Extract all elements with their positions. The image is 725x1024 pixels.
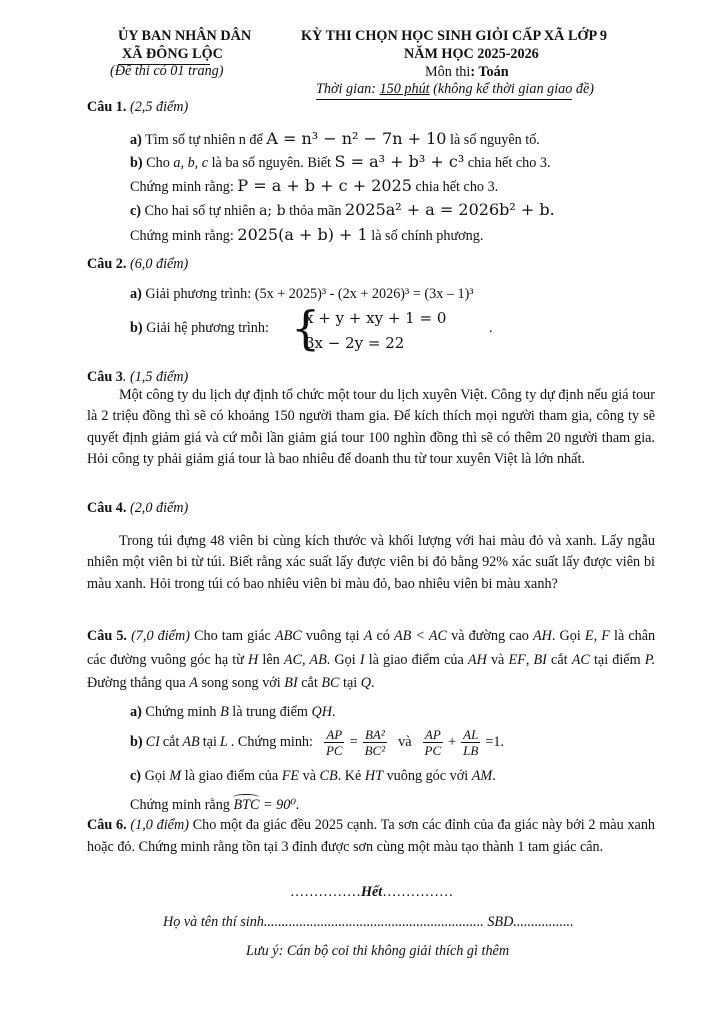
q1b-text2: là ba số nguyên. Biết xyxy=(211,155,331,171)
q5-q: Q xyxy=(360,675,372,691)
q5a-b: B xyxy=(220,704,229,720)
q2-title: Câu 2. xyxy=(87,256,127,272)
q3-points: . (1,5 điểm) xyxy=(122,369,189,385)
q5b-ci: CI xyxy=(145,734,160,750)
q1c-formula: 2025a² + a = 2026b² + b. xyxy=(345,200,555,219)
q2a-label: a) xyxy=(130,286,142,302)
q5a-label: a) xyxy=(130,704,142,720)
q1b-text3: chia hết cho 3. xyxy=(467,155,551,171)
frac1-den: PC xyxy=(325,743,343,758)
q1b2-text2: chia hết cho 3. xyxy=(415,179,499,195)
q5-acab: AC, AB xyxy=(283,651,327,668)
q5-intro xyxy=(87,625,655,696)
q5-line2-4: là giao điểm của xyxy=(368,651,464,668)
q2b-text: Giải hệ phương trình: xyxy=(146,320,269,336)
q5c2 xyxy=(130,797,300,814)
q5-intro-1: Cho tam giác xyxy=(194,628,271,644)
q1-title: Câu 1. xyxy=(87,99,127,115)
q1c xyxy=(130,200,555,220)
q5-line2-3: . Gọi xyxy=(326,651,356,668)
q2b-eq2: 3x − 2y = 22 xyxy=(305,334,405,352)
q5-line2-5: và xyxy=(490,651,505,668)
commune-name: XÃ ĐÔNG LỘC xyxy=(122,46,223,62)
exam-title: KỲ THI CHỌN HỌC SINH GIỎI CẤP XÃ LỚP 9 xyxy=(301,28,607,44)
q5c-label: c) xyxy=(130,768,142,784)
q5c2-text: Chứng minh rằng xyxy=(130,797,230,813)
q5c-text2: là giao điểm của xyxy=(184,768,279,784)
candidate-line: Họ và tên thí sinh.............................................................. SBD................. xyxy=(163,914,574,930)
q5c-end: . xyxy=(492,768,496,784)
end-dots-left: …………… xyxy=(290,884,361,900)
q5a-end: . xyxy=(332,704,336,720)
fraction-ap-pc xyxy=(324,727,345,758)
q1-points: (2,5 điểm) xyxy=(129,99,189,115)
q2b-label: b) xyxy=(130,320,143,336)
q1b2-text1: Chứng minh rằng: xyxy=(130,179,234,195)
q5-line3-1: , xyxy=(525,651,530,668)
q5-h: H xyxy=(248,651,259,668)
q1c-vars: a; b xyxy=(259,203,286,219)
q1a-formula: A = n³ − n² − 7n + 10 xyxy=(266,129,447,148)
q5c-ht: HT xyxy=(364,768,384,784)
q5-bc: BC xyxy=(321,675,340,691)
q5b-and: và xyxy=(398,734,412,750)
q5-a2: A xyxy=(189,675,198,691)
frac4-den: LB xyxy=(463,743,479,758)
q5-ef: E, F xyxy=(584,628,610,644)
q2b xyxy=(130,320,269,337)
q5-ineq: AB < AC xyxy=(394,628,447,644)
q1c-text2: thỏa mãn xyxy=(289,203,342,219)
frac2-den: BC² xyxy=(364,743,386,758)
time-suffix: (không kể thời gian giao đề) xyxy=(429,81,594,97)
q5b-text2: tại xyxy=(202,734,217,750)
q5-line2-2: lên xyxy=(262,651,280,668)
q5b-plus: + xyxy=(448,734,457,750)
q3-title: Câu 3 xyxy=(87,369,123,385)
q1b xyxy=(130,152,551,172)
q4-title: Câu 4. xyxy=(87,500,127,516)
time-prefix: Thời gian: xyxy=(316,81,380,97)
q5c-cb: CB xyxy=(319,768,338,784)
q1b-label: b) xyxy=(130,155,143,171)
q5b xyxy=(130,727,504,758)
q2b-end: . xyxy=(489,320,493,336)
q5a-qh: QH xyxy=(311,704,332,720)
q1b-text1: Cho xyxy=(146,155,170,171)
end-word: Hết xyxy=(360,884,383,900)
page-count-note: (Đề thi có 01 trang) xyxy=(110,63,224,79)
authority-name: ỦY BAN NHÂN DÂN xyxy=(118,28,252,44)
q1c-label: c) xyxy=(130,203,142,219)
q6-points: (1,0 điểm) xyxy=(130,817,189,833)
q1b2 xyxy=(130,176,498,196)
subject-value: : Toán xyxy=(470,64,509,80)
fraction-ap-pc-2 xyxy=(423,727,444,758)
q5-ah: AH xyxy=(532,628,552,644)
proctor-note: Lưu ý: Cán bộ coi thi không giải thích gì thêm xyxy=(246,943,510,959)
q1c-text1: Cho hai số tự nhiên xyxy=(144,203,256,219)
q5-bi2: BI xyxy=(284,675,298,691)
q2b-eq1: x + y + xy + 1 = 0 xyxy=(305,309,447,327)
q5-abc: ABC xyxy=(274,628,302,644)
q5c-text3: và xyxy=(302,768,316,784)
q1-heading xyxy=(87,99,188,116)
q5c-text1: Gọi xyxy=(144,768,166,784)
frac4-num: AL xyxy=(463,727,479,742)
q1c2 xyxy=(130,225,483,245)
header-underline-right xyxy=(316,99,572,100)
q5c2-value: = 90⁰. xyxy=(263,797,300,813)
q5a xyxy=(130,704,336,721)
q5c-m: M xyxy=(169,768,182,784)
q5a-text2: là trung điểm xyxy=(232,704,308,720)
q5-points: (7,0 điểm) xyxy=(131,628,190,644)
q1b2-formula: P = a + b + c + 2025 xyxy=(237,176,412,195)
q5b-l: L xyxy=(219,734,228,750)
q5-line3-7: tại xyxy=(343,675,358,691)
angle-btc: BTC xyxy=(233,797,260,813)
q5-a: A xyxy=(363,628,373,644)
q1c2-text2: là số chính phương. xyxy=(371,228,484,244)
fraction-ba2-bc2 xyxy=(363,727,388,758)
q1a-text1: Tìm số tự nhiên n để xyxy=(145,132,263,148)
q5-line3-8: . xyxy=(371,675,375,691)
q5-line2-1: là chân các đường vuông góc hạ từ xyxy=(87,628,656,668)
q6-title: Câu 6. xyxy=(87,817,127,833)
q1c2-formula: 2025(a + b) + 1 xyxy=(237,225,368,244)
q5-ac: AC xyxy=(571,651,590,668)
q5b-tail: =1. xyxy=(485,734,504,750)
q5c-text4: . Kẻ xyxy=(337,768,362,784)
q5c-am: AM xyxy=(471,768,493,784)
q2a-text: Giải phương trình: (5x + 2025)³ - (2x + 2026)³ = (3x – 1)³ xyxy=(145,286,474,302)
q3-text: Một công ty du lịch dự định tổ chức một tour du lịch xuyên Việt. Công ty dự định nếu giá tour là 2 triệu đồng thì sẽ có khoảng 150 người tham gia. Để kích thích mọi người tham gia, công ty sẽ quyết định giảm giá và cứ mỗi lần giảm giá tour 100 nghìn đồng thì sẽ có thêm 20 người tham gia. Hỏi công ty phải giảm giá tour là bao nhiêu để doanh thu từ tour xuyên Việt là lớn nhất. xyxy=(87,387,655,468)
subject-line xyxy=(425,64,509,81)
q1b-vars: a, b, c xyxy=(173,155,209,171)
q1a xyxy=(130,129,540,149)
q5-intro-2: vuông tại xyxy=(305,628,360,644)
q5-line3-6: cắt xyxy=(301,675,318,691)
q5-ah2: AH xyxy=(467,651,487,668)
q3-body xyxy=(87,385,655,471)
q5b-text3: . Chứng minh: xyxy=(230,734,313,750)
time-line xyxy=(316,81,594,98)
q6-text: Cho một đa giác đều 2025 cạnh. Ta sơn các đỉnh của đa giác này bởi 2 màu xanh hoặc đỏ. Chứng minh rằng tồn tại 3 đỉnh được sơn cùng một màu tạo thành 1 tam giác cân. xyxy=(87,817,656,855)
q5b-eq: = xyxy=(349,734,358,750)
q4-heading xyxy=(87,500,188,517)
q5-p: P. xyxy=(644,651,656,668)
frac1-num: AP xyxy=(326,727,343,742)
fraction-al-lb xyxy=(461,727,480,758)
q3-heading xyxy=(87,369,188,386)
q1b-formula: S = a³ + b³ + c³ xyxy=(334,152,465,171)
time-value: 150 phút xyxy=(379,81,430,97)
frac3-num: AP xyxy=(424,727,441,742)
q5-bi: BI xyxy=(533,651,547,668)
q6-body xyxy=(87,815,655,858)
q2-heading xyxy=(87,256,188,273)
q5-intro-4: và đường cao xyxy=(451,628,529,644)
q5-title: Câu 5. xyxy=(87,628,127,644)
end-marker xyxy=(290,884,453,901)
subject-label: Môn thi xyxy=(425,64,471,80)
frac2-num: BA² xyxy=(364,727,385,742)
q5a-text1: Chứng minh xyxy=(145,704,217,720)
q4-points: (2,0 điểm) xyxy=(129,500,189,516)
q5-i: I xyxy=(359,651,365,668)
q5c xyxy=(130,768,496,785)
q1c2-text1: Chứng minh rằng: xyxy=(130,228,234,244)
q1a-text2: là số nguyên tố. xyxy=(450,132,540,148)
q5-intro-5: . Gọi xyxy=(551,628,581,644)
q5-intro-3: có xyxy=(376,628,390,644)
school-year: NĂM HỌC 2025-2026 xyxy=(404,46,539,62)
q5c-fe: FE xyxy=(281,768,300,784)
system-brace: { xyxy=(291,301,321,355)
q5-line3-3: tại điểm xyxy=(593,651,641,668)
q4-body xyxy=(87,531,655,595)
q2-points: (6,0 điểm) xyxy=(129,256,189,272)
q1a-label: a) xyxy=(130,132,142,148)
frac3-den: PC xyxy=(424,743,442,758)
q5b-text1: cắt xyxy=(162,734,180,750)
q5-line3-5: song song với xyxy=(201,675,281,691)
end-dots-right: …………… xyxy=(382,884,454,900)
q5c-text5: vuông góc với xyxy=(386,768,469,784)
q5-line3-4: Đường thẳng qua xyxy=(87,675,186,691)
q5-line3-2: cắt xyxy=(551,651,568,668)
q4-text: Trong túi đựng 48 viên bi cùng kích thước và khối lượng với hai màu đỏ và xanh. Lấy ngẫu nhiên một viên bi từ túi. Biết rằng xác suất lấy được viên bi đỏ bằng 92% xác suất lấy được viên bi màu xanh. Hỏi trong túi có bao nhiêu viên bi màu đỏ, bao nhiêu viên bi màu xanh? xyxy=(87,533,655,592)
q5b-label: b) xyxy=(130,734,143,750)
q5b-ab: AB xyxy=(182,734,200,750)
q5-ef2: EF xyxy=(508,651,526,668)
